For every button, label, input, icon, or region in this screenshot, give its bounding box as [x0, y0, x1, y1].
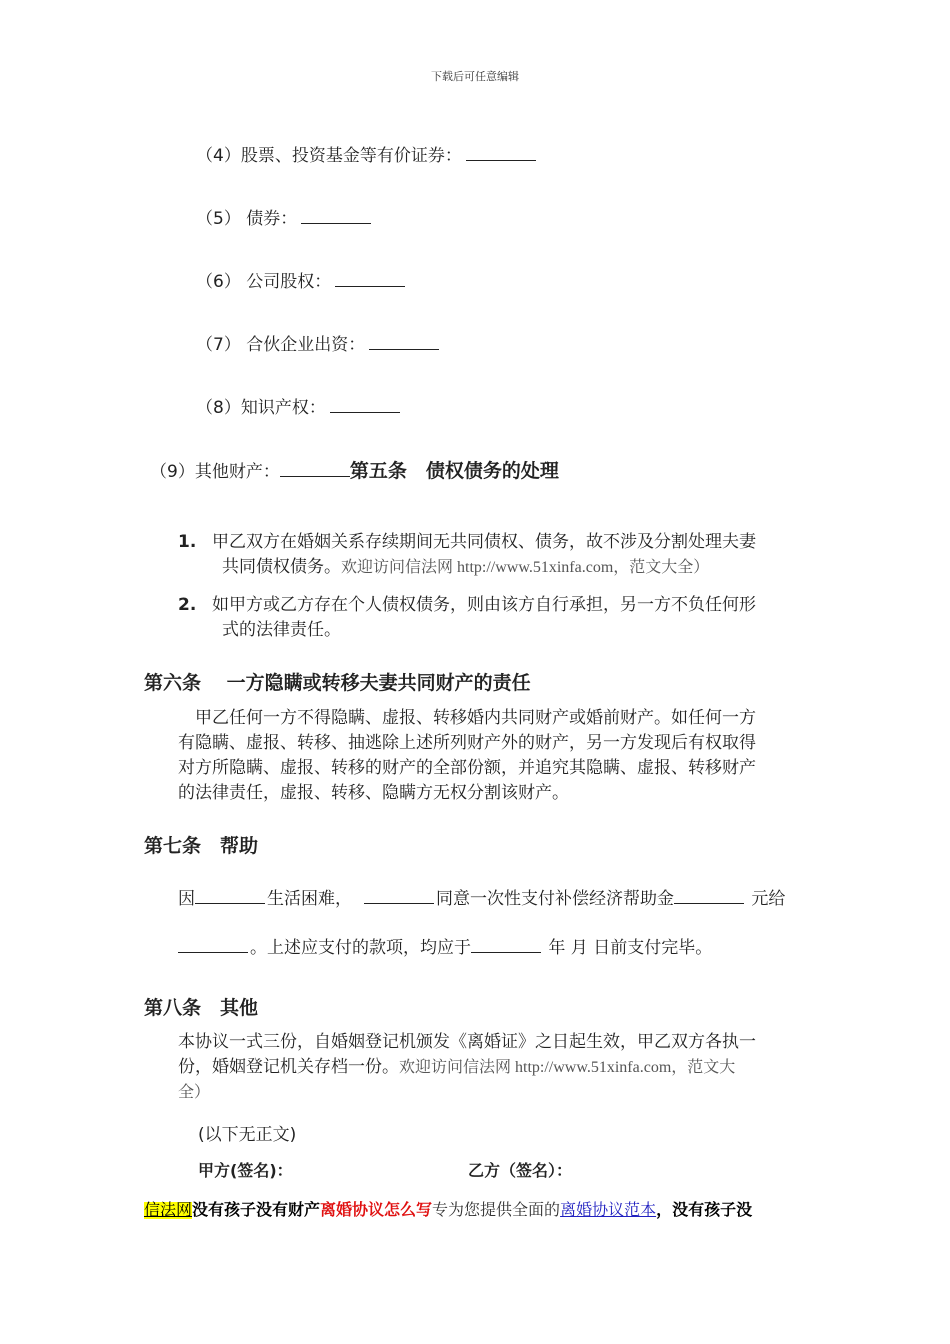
ad-text: 欢迎访问信法网 http://www.51xinfa.com，范文大 [399, 1059, 736, 1076]
blank-line [280, 460, 350, 477]
paragraph-line: 对方所隐瞒、虚报、转移的财产的全部份额，并追究其隐瞒、虚报、转移财产 [178, 758, 756, 778]
site-link[interactable]: 信法网 [144, 1202, 193, 1219]
text-fragment: 。上述应支付的款项，均应于 [250, 938, 471, 958]
item-text-line1: 甲乙双方在婚姻关系存续期间无共同债权、债务，故不涉及分割处理夫妻 [212, 532, 756, 552]
asset-item-partnership [196, 330, 439, 355]
article5-item-2 [178, 593, 756, 643]
footer-promo [144, 1197, 752, 1220]
asset-item-other [150, 456, 559, 483]
article7-line2 [178, 933, 712, 958]
asset-item-ip [196, 393, 400, 418]
asset-label: （7） 合伙企业出资： [196, 335, 366, 355]
asset-label: （6） 公司股权： [196, 272, 332, 292]
blank-line [195, 887, 265, 904]
asset-label: （5） 债券： [196, 209, 298, 229]
template-link[interactable]: 离婚协议范本 [560, 1202, 657, 1219]
item-text-line2: 式的法律责任。 [222, 620, 341, 640]
article5-title: 第五条 债权债务的处理 [349, 460, 559, 482]
footer-text: ，没有孩子没 [656, 1202, 753, 1219]
paragraph-line: 有隐瞒、虚报、转移、抽逃除上述所列财产外的财产，另一方发现后有权取得 [178, 733, 756, 753]
end-note: (以下无正文) [198, 1125, 297, 1145]
article7-title: 第七条 帮助 [144, 835, 259, 857]
blank-line [335, 270, 405, 287]
footer-text: 没有孩子没有财产 [192, 1202, 321, 1219]
asset-label: （4）股票、投资基金等有价证券： [196, 146, 462, 166]
text-fragment: 同意一次性支付补偿经济帮助金 [436, 889, 674, 909]
item-text-line2: 共同债权债务。 [222, 557, 341, 577]
paragraph-line: 甲乙任何一方不得隐瞒、虚报、转移婚内共同财产或婚前财产。如任何一方 [178, 708, 756, 728]
paragraph-line: 的法律责任，虚报、转移、隐瞒方无权分割该财产。 [178, 783, 569, 803]
footer-keyword: 离婚协议怎么写 [320, 1202, 433, 1219]
article8-body [178, 1030, 756, 1105]
blank-line [369, 333, 439, 350]
blank-line [364, 887, 434, 904]
page-header: 下载后可任意编辑 [431, 70, 519, 83]
item-text-line1: 如甲方或乙方存在个人债权债务，则由该方自行承担，另一方不负任何形 [212, 595, 756, 615]
paragraph-line: 份，婚姻登记机关存档一份。 [178, 1057, 399, 1077]
asset-item-bonds [196, 204, 371, 229]
article8-title: 第八条 其他 [144, 997, 259, 1019]
blank-line [466, 144, 536, 161]
text-fragment: 生活困难， [267, 889, 352, 909]
footer-text: 专为您提供全面的 [432, 1202, 561, 1219]
paragraph-line: 本协议一式三份，自婚姻登记机颁发《离婚证》之日起生效，甲乙双方各执一 [178, 1032, 756, 1052]
article7-line1 [178, 884, 785, 909]
blank-line [674, 887, 744, 904]
blank-line [301, 207, 371, 224]
asset-item-equity [196, 267, 405, 292]
article6-body [178, 706, 756, 806]
blank-line [178, 936, 248, 953]
blank-line [330, 396, 400, 413]
signature-party-b: 乙方（签名）： [468, 1161, 573, 1180]
ad-text: 全） [178, 1084, 211, 1101]
ad-text: 欢迎访问信法网 http://www.51xinfa.com，范文大全） [341, 559, 710, 576]
item-number: 1. [178, 532, 197, 552]
signature-party-a: 甲方(签名)： [198, 1161, 293, 1180]
asset-label: （8）知识产权： [196, 398, 326, 418]
text-fragment: 元给 [746, 889, 786, 909]
text-fragment: 年 月 日前支付完毕。 [543, 938, 713, 958]
article6-title: 第六条 一方隐瞒或转移夫妻共同财产的责任 [144, 672, 531, 694]
asset-item-securities [196, 141, 536, 166]
text-fragment: 因 [178, 889, 195, 909]
asset-label: （9）其他财产： [150, 462, 280, 482]
article5-item-1 [178, 530, 756, 580]
blank-line [471, 936, 541, 953]
item-number: 2. [178, 595, 197, 615]
